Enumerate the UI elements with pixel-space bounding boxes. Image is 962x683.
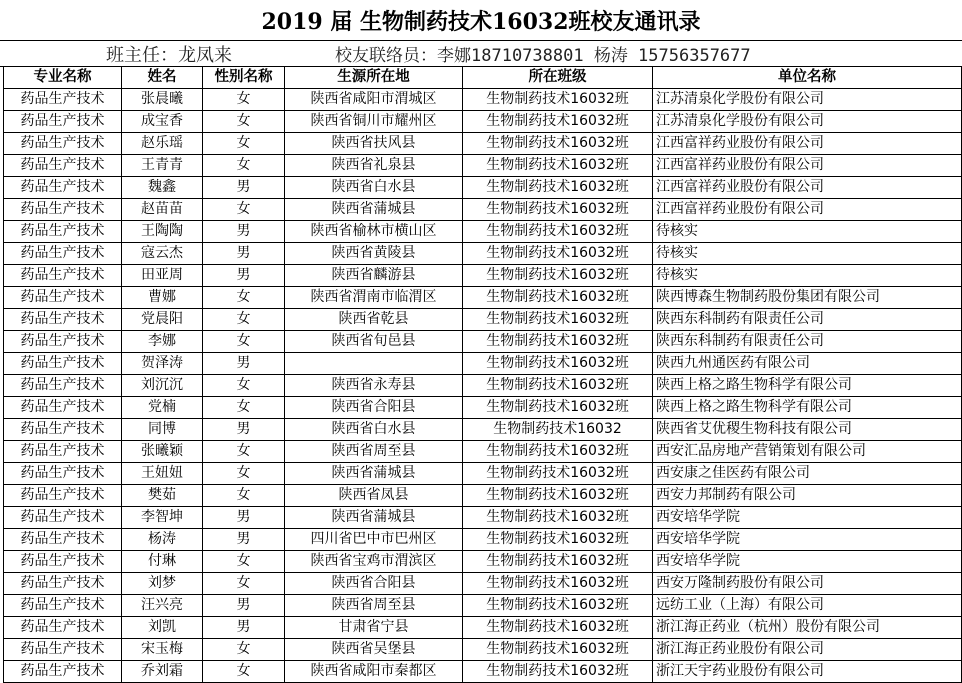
- cell-class: 生物制药技术16032班: [463, 309, 653, 331]
- cell-origin: 陕西省永寿县: [285, 375, 463, 397]
- cell-origin: 陕西省旬邑县: [285, 331, 463, 353]
- cell-name: 魏鑫: [122, 177, 203, 199]
- table-row: [4, 463, 962, 485]
- cell-major: 药品生产技术: [4, 573, 122, 595]
- cell-name: 樊茹: [122, 485, 203, 507]
- column-header-class: 所在班级: [463, 67, 653, 89]
- table-row: [4, 441, 962, 463]
- cell-name: 刘凯: [122, 617, 203, 639]
- cell-employer: 远纺工业（上海）有限公司: [653, 595, 962, 617]
- cell-origin: 甘肃省宁县: [285, 617, 463, 639]
- cell-origin: 陕西省铜川市耀州区: [285, 111, 463, 133]
- cell-class: 生物制药技术16032班: [463, 639, 653, 661]
- cell-name: 刘沉沉: [122, 375, 203, 397]
- cell-name: 付琳: [122, 551, 203, 573]
- table-row: [4, 155, 962, 177]
- cell-gender: 女: [203, 573, 285, 595]
- cell-name: 寇云杰: [122, 243, 203, 265]
- cell-employer: 江西富祥药业股份有限公司: [653, 177, 962, 199]
- cell-class: 生物制药技术16032班: [463, 573, 653, 595]
- cell-employer: 西安汇品房地产营销策划有限公司: [653, 441, 962, 463]
- table-row: [4, 595, 962, 617]
- cell-employer: 陕西博森生物制药股份集团有限公司: [653, 287, 962, 309]
- cell-gender: 女: [203, 639, 285, 661]
- cell-name: 赵乐瑶: [122, 133, 203, 155]
- cell-class: 生物制药技术16032班: [463, 595, 653, 617]
- cell-gender: 女: [203, 463, 285, 485]
- cell-name: 王妞妞: [122, 463, 203, 485]
- cell-gender: 男: [203, 419, 285, 441]
- cell-name: 党晨阳: [122, 309, 203, 331]
- cell-origin: 陕西省渭南市临渭区: [285, 287, 463, 309]
- cell-employer: 江西富祥药业股份有限公司: [653, 155, 962, 177]
- cell-employer: 待核实: [653, 221, 962, 243]
- cell-gender: 男: [203, 265, 285, 287]
- cell-class: 生物制药技术16032班: [463, 243, 653, 265]
- contacts-label: 校友联络员：李娜18710738801 杨涛 15756357677: [335, 46, 751, 66]
- cell-class: 生物制药技术16032班: [463, 463, 653, 485]
- cell-gender: 女: [203, 375, 285, 397]
- cell-major: 药品生产技术: [4, 419, 122, 441]
- table-row: [4, 507, 962, 529]
- cell-gender: 男: [203, 353, 285, 375]
- cell-class: 生物制药技术16032班: [463, 529, 653, 551]
- table-row: [4, 485, 962, 507]
- cell-major: 药品生产技术: [4, 639, 122, 661]
- table-row: [4, 353, 962, 375]
- cell-gender: 女: [203, 199, 285, 221]
- cell-origin: 陕西省乾县: [285, 309, 463, 331]
- table-row: [4, 265, 962, 287]
- table-row: [4, 287, 962, 309]
- cell-class: 生物制药技术16032班: [463, 617, 653, 639]
- cell-employer: 陕西东科制药有限责任公司: [653, 331, 962, 353]
- cell-major: 药品生产技术: [4, 133, 122, 155]
- cell-origin: 陕西省合阳县: [285, 397, 463, 419]
- cell-origin: 陕西省礼泉县: [285, 155, 463, 177]
- cell-class: 生物制药技术16032班: [463, 485, 653, 507]
- cell-origin: 四川省巴中市巴州区: [285, 529, 463, 551]
- cell-gender: 女: [203, 89, 285, 111]
- cell-origin: 陕西省周至县: [285, 595, 463, 617]
- cell-name: 李娜: [122, 331, 203, 353]
- table-row: [4, 111, 962, 133]
- cell-employer: 西安力邦制药有限公司: [653, 485, 962, 507]
- cell-employer: 西安康之佳医药有限公司: [653, 463, 962, 485]
- cell-name: 汪兴亮: [122, 595, 203, 617]
- cell-major: 药品生产技术: [4, 199, 122, 221]
- cell-name: 田亚周: [122, 265, 203, 287]
- cell-employer: 陕西上格之路生物科学有限公司: [653, 397, 962, 419]
- cell-class: 生物制药技术16032: [463, 419, 653, 441]
- cell-major: 药品生产技术: [4, 485, 122, 507]
- cell-employer: 待核实: [653, 243, 962, 265]
- cell-major: 药品生产技术: [4, 463, 122, 485]
- cell-major: 药品生产技术: [4, 595, 122, 617]
- cell-gender: 女: [203, 111, 285, 133]
- cell-origin: 陕西省蒲城县: [285, 463, 463, 485]
- cell-employer: 西安培华学院: [653, 529, 962, 551]
- cell-major: 药品生产技术: [4, 353, 122, 375]
- cell-class: 生物制药技术16032班: [463, 199, 653, 221]
- table-row: [4, 331, 962, 353]
- table-row: [4, 375, 962, 397]
- cell-class: 生物制药技术16032班: [463, 551, 653, 573]
- cell-origin: 陕西省蒲城县: [285, 199, 463, 221]
- table-row: [4, 133, 962, 155]
- cell-name: 乔刘霜: [122, 661, 203, 683]
- table-row: [4, 639, 962, 661]
- cell-major: 药品生产技术: [4, 243, 122, 265]
- table-body: [4, 89, 962, 683]
- cell-gender: 男: [203, 617, 285, 639]
- cell-gender: 男: [203, 595, 285, 617]
- cell-employer: 西安培华学院: [653, 551, 962, 573]
- cell-major: 药品生产技术: [4, 111, 122, 133]
- cell-name: 张曦颖: [122, 441, 203, 463]
- cell-class: 生物制药技术16032班: [463, 331, 653, 353]
- cell-origin: 陕西省扶风县: [285, 133, 463, 155]
- cell-name: 李智坤: [122, 507, 203, 529]
- table-row: [4, 221, 962, 243]
- cell-class: 生物制药技术16032班: [463, 155, 653, 177]
- table-row: [4, 397, 962, 419]
- cell-gender: 男: [203, 529, 285, 551]
- cell-name: 杨涛: [122, 529, 203, 551]
- cell-name: 刘梦: [122, 573, 203, 595]
- cell-origin: 陕西省凤县: [285, 485, 463, 507]
- page-title: 2019 届 生物制药技术16032班校友通讯录: [0, 0, 962, 41]
- table-row: [4, 661, 962, 683]
- table-row: [4, 617, 962, 639]
- table-row: [4, 529, 962, 551]
- cell-class: 生物制药技术16032班: [463, 221, 653, 243]
- column-header-employer: 单位名称: [653, 67, 962, 89]
- cell-gender: 女: [203, 287, 285, 309]
- cell-gender: 男: [203, 177, 285, 199]
- cell-origin: 陕西省咸阳市秦都区: [285, 661, 463, 683]
- cell-name: 贺泽涛: [122, 353, 203, 375]
- column-header-gender: 性别名称: [203, 67, 285, 89]
- cell-major: 药品生产技术: [4, 617, 122, 639]
- cell-major: 药品生产技术: [4, 529, 122, 551]
- cell-origin: 陕西省白水县: [285, 177, 463, 199]
- cell-employer: 陕西省艾优稷生物科技有限公司: [653, 419, 962, 441]
- cell-gender: 女: [203, 485, 285, 507]
- cell-gender: 男: [203, 243, 285, 265]
- table-row: [4, 199, 962, 221]
- cell-class: 生物制药技术16032班: [463, 89, 653, 111]
- cell-employer: 西安培华学院: [653, 507, 962, 529]
- column-header-name: 姓名: [122, 67, 203, 89]
- cell-origin: 陕西省宝鸡市渭滨区: [285, 551, 463, 573]
- column-header-major: 专业名称: [4, 67, 122, 89]
- cell-name: 赵苗苗: [122, 199, 203, 221]
- cell-origin: 陕西省黄陵县: [285, 243, 463, 265]
- cell-name: 宋玉梅: [122, 639, 203, 661]
- cell-gender: 女: [203, 155, 285, 177]
- cell-origin: 陕西省白水县: [285, 419, 463, 441]
- cell-name: 党楠: [122, 397, 203, 419]
- cell-major: 药品生产技术: [4, 375, 122, 397]
- cell-origin: 陕西省周至县: [285, 441, 463, 463]
- table-row: [4, 419, 962, 441]
- cell-employer: 西安万隆制药股份有限公司: [653, 573, 962, 595]
- alumni-table: [3, 66, 962, 683]
- cell-employer: 陕西九州通医药有限公司: [653, 353, 962, 375]
- cell-major: 药品生产技术: [4, 155, 122, 177]
- cell-origin: [285, 353, 463, 375]
- cell-employer: 江苏清泉化学股份有限公司: [653, 89, 962, 111]
- cell-major: 药品生产技术: [4, 89, 122, 111]
- cell-class: 生物制药技术16032班: [463, 111, 653, 133]
- cell-class: 生物制药技术16032班: [463, 507, 653, 529]
- table-row: [4, 309, 962, 331]
- cell-employer: 陕西上格之路生物科学有限公司: [653, 375, 962, 397]
- table-row: [4, 551, 962, 573]
- cell-class: 生物制药技术16032班: [463, 287, 653, 309]
- cell-gender: 女: [203, 133, 285, 155]
- cell-employer: 浙江海正药业股份有限公司: [653, 639, 962, 661]
- cell-major: 药品生产技术: [4, 309, 122, 331]
- cell-name: 同博: [122, 419, 203, 441]
- table-row: [4, 573, 962, 595]
- cell-major: 药品生产技术: [4, 551, 122, 573]
- cell-major: 药品生产技术: [4, 221, 122, 243]
- cell-gender: 女: [203, 309, 285, 331]
- cell-employer: 江苏清泉化学股份有限公司: [653, 111, 962, 133]
- cell-major: 药品生产技术: [4, 397, 122, 419]
- cell-employer: 浙江天宇药业股份有限公司: [653, 661, 962, 683]
- cell-origin: 陕西省榆林市横山区: [285, 221, 463, 243]
- table-row: [4, 177, 962, 199]
- cell-origin: 陕西省吴堡县: [285, 639, 463, 661]
- cell-name: 王青青: [122, 155, 203, 177]
- cell-name: 曹娜: [122, 287, 203, 309]
- cell-gender: 男: [203, 221, 285, 243]
- cell-class: 生物制药技术16032班: [463, 397, 653, 419]
- cell-employer: 陕西东科制药有限责任公司: [653, 309, 962, 331]
- cell-class: 生物制药技术16032班: [463, 375, 653, 397]
- cell-name: 成宝香: [122, 111, 203, 133]
- cell-major: 药品生产技术: [4, 287, 122, 309]
- cell-gender: 女: [203, 397, 285, 419]
- cell-origin: 陕西省咸阳市渭城区: [285, 89, 463, 111]
- cell-class: 生物制药技术16032班: [463, 441, 653, 463]
- cell-gender: 女: [203, 331, 285, 353]
- cell-major: 药品生产技术: [4, 441, 122, 463]
- cell-origin: 陕西省蒲城县: [285, 507, 463, 529]
- cell-gender: 女: [203, 441, 285, 463]
- cell-major: 药品生产技术: [4, 265, 122, 287]
- cell-class: 生物制药技术16032班: [463, 133, 653, 155]
- cell-name: 王陶陶: [122, 221, 203, 243]
- cell-employer: 待核实: [653, 265, 962, 287]
- cell-class: 生物制药技术16032班: [463, 177, 653, 199]
- cell-employer: 浙江海正药业（杭州）股份有限公司: [653, 617, 962, 639]
- cell-gender: 女: [203, 551, 285, 573]
- table-row: [4, 89, 962, 111]
- column-header-origin: 生源所在地: [285, 67, 463, 89]
- cell-origin: 陕西省合阳县: [285, 573, 463, 595]
- cell-class: 生物制药技术16032班: [463, 265, 653, 287]
- cell-major: 药品生产技术: [4, 661, 122, 683]
- cell-name: 张晨曦: [122, 89, 203, 111]
- cell-employer: 江西富祥药业股份有限公司: [653, 199, 962, 221]
- cell-employer: 江西富祥药业股份有限公司: [653, 133, 962, 155]
- cell-major: 药品生产技术: [4, 331, 122, 353]
- table-row: [4, 243, 962, 265]
- cell-class: 生物制药技术16032班: [463, 353, 653, 375]
- cell-gender: 女: [203, 661, 285, 683]
- subtitle-bar: [0, 40, 962, 67]
- cell-gender: 男: [203, 507, 285, 529]
- head-teacher-label: 班主任：龙凤来: [106, 45, 232, 66]
- cell-major: 药品生产技术: [4, 507, 122, 529]
- table-header-row: [4, 67, 962, 89]
- cell-class: 生物制药技术16032班: [463, 661, 653, 683]
- cell-major: 药品生产技术: [4, 177, 122, 199]
- cell-origin: 陕西省麟游县: [285, 265, 463, 287]
